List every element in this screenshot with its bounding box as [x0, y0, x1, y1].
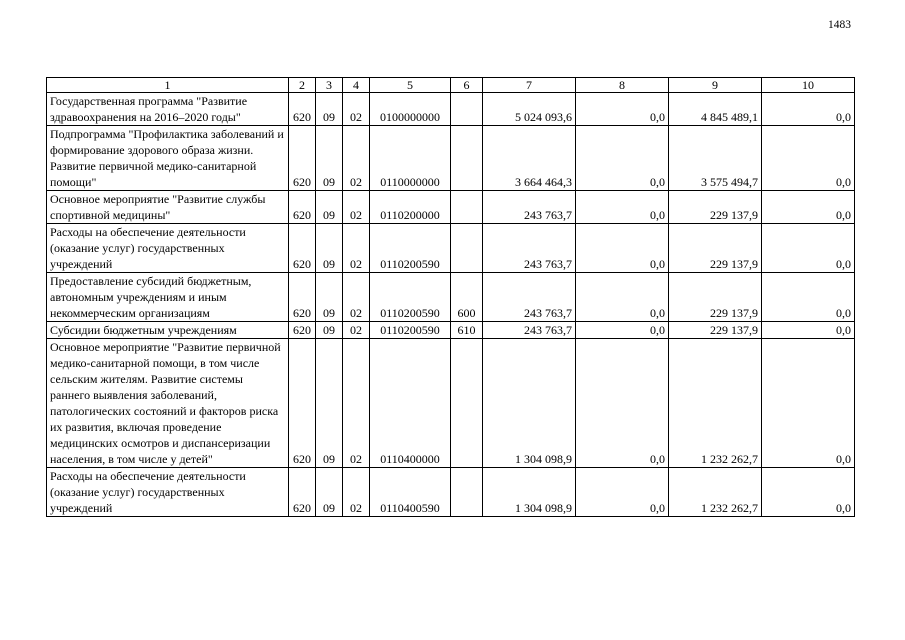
cell-admin-code: 620 [289, 126, 316, 191]
cell-amount-8: 0,0 [576, 126, 669, 191]
cell-amount-9: 229 137,9 [669, 273, 762, 322]
cell-amount-8: 0,0 [576, 273, 669, 322]
cell-amount-7: 243 763,7 [483, 224, 576, 273]
cell-section: 09 [316, 224, 343, 273]
cell-amount-7: 3 664 464,3 [483, 126, 576, 191]
table-row [47, 126, 855, 191]
cell-target-article: 0110000000 [370, 126, 451, 191]
cell-amount-8: 0,0 [576, 322, 669, 339]
cell-section: 09 [316, 339, 343, 468]
cell-section: 09 [316, 93, 343, 126]
cell-admin-code: 620 [289, 273, 316, 322]
table-row [47, 339, 855, 468]
column-header: 2 [289, 78, 316, 93]
cell-expense-type [451, 126, 483, 191]
cell-admin-code: 620 [289, 93, 316, 126]
cell-subsection: 02 [343, 224, 370, 273]
page-number: 1483 [828, 19, 851, 31]
cell-subsection: 02 [343, 191, 370, 224]
cell-amount-8: 0,0 [576, 93, 669, 126]
cell-target-article: 0110200590 [370, 224, 451, 273]
cell-amount-7: 1 304 098,9 [483, 468, 576, 517]
column-header: 1 [47, 78, 289, 93]
cell-amount-8: 0,0 [576, 224, 669, 273]
table-row [47, 468, 855, 517]
cell-target-article: 0110200590 [370, 273, 451, 322]
cell-subsection: 02 [343, 322, 370, 339]
column-header: 6 [451, 78, 483, 93]
cell-amount-9: 229 137,9 [669, 322, 762, 339]
cell-admin-code: 620 [289, 224, 316, 273]
cell-amount-9: 3 575 494,7 [669, 126, 762, 191]
cell-amount-7: 243 763,7 [483, 322, 576, 339]
cell-amount-9: 1 232 262,7 [669, 468, 762, 517]
row-name: Государственная программа "Развитие здравоохранения на 2016–2020 годы" [47, 93, 289, 126]
cell-admin-code: 620 [289, 468, 316, 517]
table-row [47, 93, 855, 126]
cell-admin-code: 620 [289, 339, 316, 468]
cell-target-article: 0110400000 [370, 339, 451, 468]
cell-subsection: 02 [343, 273, 370, 322]
cell-subsection: 02 [343, 93, 370, 126]
cell-amount-9: 229 137,9 [669, 191, 762, 224]
table-row [47, 273, 855, 322]
cell-amount-9: 229 137,9 [669, 224, 762, 273]
cell-section: 09 [316, 468, 343, 517]
cell-amount-10: 0,0 [762, 126, 855, 191]
column-header: 7 [483, 78, 576, 93]
cell-amount-8: 0,0 [576, 191, 669, 224]
cell-expense-type [451, 93, 483, 126]
cell-amount-10: 0,0 [762, 224, 855, 273]
table-row [47, 224, 855, 273]
cell-expense-type: 600 [451, 273, 483, 322]
cell-expense-type [451, 339, 483, 468]
cell-admin-code: 620 [289, 322, 316, 339]
cell-target-article: 0110400590 [370, 468, 451, 517]
cell-amount-10: 0,0 [762, 468, 855, 517]
cell-section: 09 [316, 191, 343, 224]
row-name: Основное мероприятие "Развитие первичной медико-санитарной помощи, в том числе сельским жителям. Развитие системы раннего выявления заболеваний, патологических состояний и факторов риска их развития, включая проведение медицинских осмотров и диспансеризации населения, в том числе у детей" [47, 339, 289, 468]
cell-amount-7: 5 024 093,6 [483, 93, 576, 126]
cell-expense-type [451, 191, 483, 224]
column-header: 3 [316, 78, 343, 93]
row-name: Основное мероприятие "Развитие службы спортивной медицины" [47, 191, 289, 224]
cell-target-article: 0110200000 [370, 191, 451, 224]
cell-section: 09 [316, 322, 343, 339]
cell-amount-8: 0,0 [576, 468, 669, 517]
row-name: Расходы на обеспечение деятельности (оказание услуг) государственных учреждений [47, 224, 289, 273]
cell-subsection: 02 [343, 468, 370, 517]
column-header: 5 [370, 78, 451, 93]
cell-admin-code: 620 [289, 191, 316, 224]
table-row [47, 322, 855, 339]
row-name: Подпрограмма "Профилактика заболеваний и формирование здорового образа жизни. Развитие первичной медико-санитарной помощи" [47, 126, 289, 191]
budget-table [46, 77, 855, 517]
column-header: 8 [576, 78, 669, 93]
cell-amount-10: 0,0 [762, 93, 855, 126]
cell-subsection: 02 [343, 126, 370, 191]
cell-amount-7: 1 304 098,9 [483, 339, 576, 468]
row-name: Расходы на обеспечение деятельности (оказание услуг) государственных учреждений [47, 468, 289, 517]
cell-section: 09 [316, 126, 343, 191]
cell-amount-7: 243 763,7 [483, 191, 576, 224]
table-row [47, 191, 855, 224]
cell-amount-7: 243 763,7 [483, 273, 576, 322]
cell-expense-type [451, 224, 483, 273]
cell-subsection: 02 [343, 339, 370, 468]
header-row [47, 78, 855, 93]
cell-amount-9: 4 845 489,1 [669, 93, 762, 126]
cell-amount-10: 0,0 [762, 273, 855, 322]
cell-expense-type [451, 468, 483, 517]
cell-amount-10: 0,0 [762, 322, 855, 339]
cell-amount-10: 0,0 [762, 191, 855, 224]
cell-expense-type: 610 [451, 322, 483, 339]
cell-target-article: 0100000000 [370, 93, 451, 126]
cell-amount-9: 1 232 262,7 [669, 339, 762, 468]
column-header: 9 [669, 78, 762, 93]
row-name: Предоставление субсидий бюджетным, автономным учреждениям и иным некоммерческим организациям [47, 273, 289, 322]
cell-target-article: 0110200590 [370, 322, 451, 339]
column-header: 10 [762, 78, 855, 93]
cell-amount-10: 0,0 [762, 339, 855, 468]
row-name: Субсидии бюджетным учреждениям [47, 322, 289, 339]
cell-amount-8: 0,0 [576, 339, 669, 468]
column-header: 4 [343, 78, 370, 93]
cell-section: 09 [316, 273, 343, 322]
